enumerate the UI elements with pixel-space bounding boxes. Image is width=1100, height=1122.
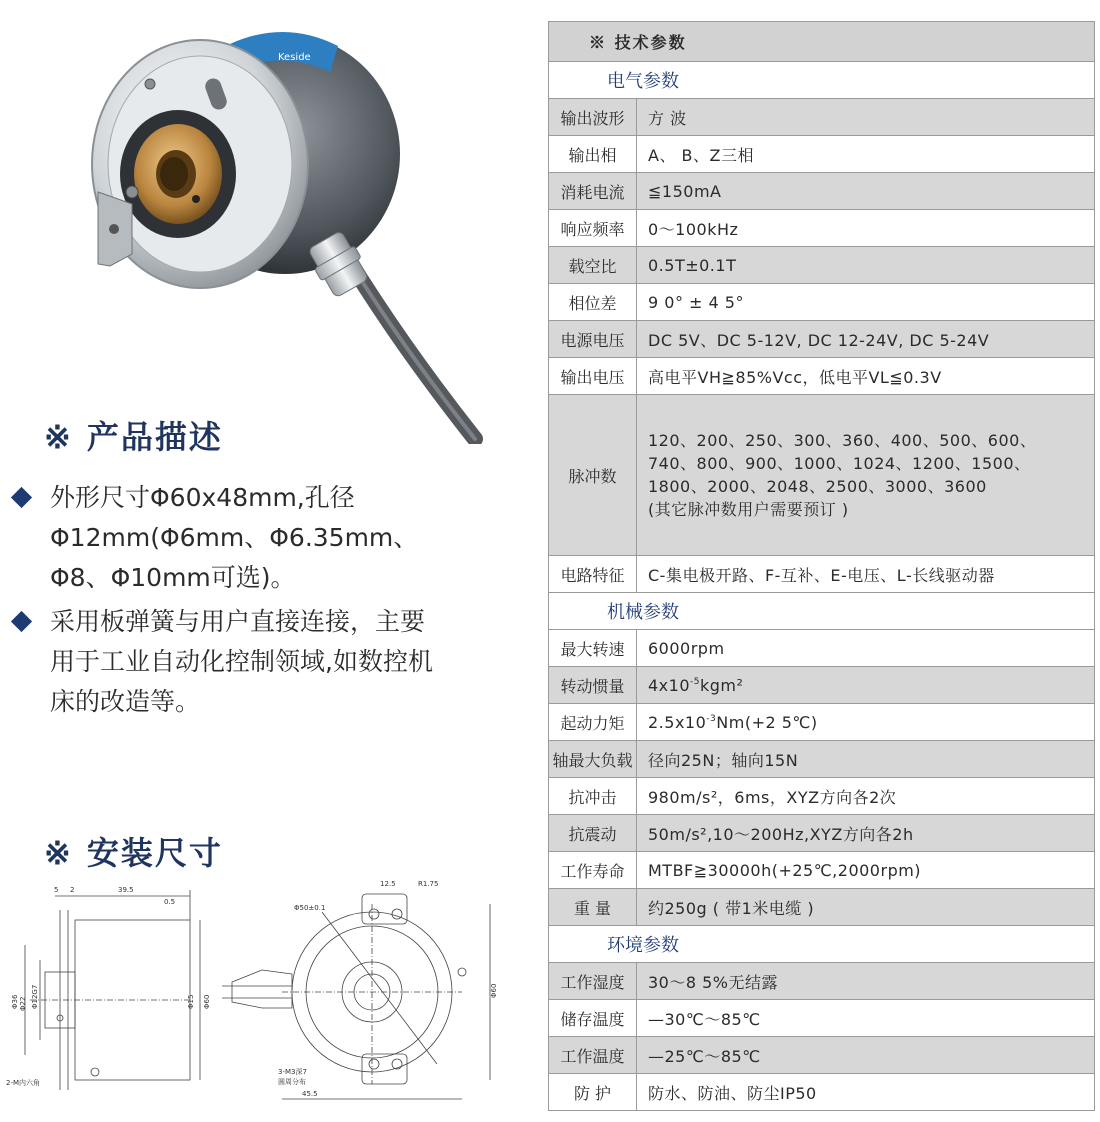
- spec-group-row: [549, 926, 1095, 963]
- spec-group-title: 机械参数: [549, 593, 1095, 630]
- table-row: [549, 173, 1095, 210]
- spec-group-title: 环境参数: [549, 926, 1095, 963]
- table-row: [549, 321, 1095, 358]
- side-view-drawing: [0, 880, 215, 1115]
- spec-value: 6000rpm: [637, 630, 1095, 667]
- table-row: [549, 889, 1095, 926]
- reference-mark-icon: ※: [44, 418, 73, 456]
- dim-label: Φ60: [203, 994, 211, 1009]
- list-item: 采用板弹簧与用户直接连接，主要用于工业自动化控制领域,如数控机床的改造等。: [14, 602, 444, 722]
- label-brand: Keside: [278, 52, 311, 63]
- table-row: [549, 630, 1095, 667]
- table-row: [549, 395, 1095, 556]
- spec-label: 防 护: [549, 1074, 637, 1111]
- spec-value: [637, 395, 1095, 556]
- spec-value: 高电平VH≧85%Vcc，低电平VL≦0.3V: [637, 358, 1095, 395]
- spec-table: [548, 21, 1095, 1111]
- dim-label: Φ36: [11, 994, 19, 1009]
- spec-label: 抗冲击: [549, 778, 637, 815]
- pulse-line: 740、800、900、1000、1024、1200、1500、: [648, 454, 1031, 473]
- table-row: [549, 741, 1095, 778]
- dim-label: 3-M3深7: [278, 1068, 307, 1076]
- spec-value: ≦150mA: [637, 173, 1095, 210]
- spec-value: C-集电极开路、F-互补、E-电压、L-长线驱动器: [637, 556, 1095, 593]
- dim-label: Φ22: [19, 996, 27, 1011]
- spec-label: 工作湿度: [549, 963, 637, 1000]
- table-row: [549, 963, 1095, 1000]
- list-item: 外形尺寸Φ60x48mm,孔径Φ12mm(Φ6mm、Φ6.35mm、Φ8、Φ10mm可选)。: [14, 478, 444, 598]
- spec-label: 工作寿命: [549, 852, 637, 889]
- table-row: [549, 284, 1095, 321]
- table-row: [549, 210, 1095, 247]
- dim-label: 2-M内六角: [6, 1079, 41, 1087]
- diamond-bullet-icon: [11, 487, 32, 508]
- table-row: [549, 1074, 1095, 1111]
- spec-label: 消耗电流: [549, 173, 637, 210]
- spec-value: 0.5T±0.1T: [637, 247, 1095, 284]
- pulse-line: 1800、2000、2048、2500、3000、3600: [648, 477, 987, 496]
- dim-label: 5: [54, 886, 59, 894]
- spec-group-title: 电气参数: [549, 62, 1095, 99]
- front-view-drawing: [222, 874, 512, 1114]
- spec-label: 重 量: [549, 889, 637, 926]
- reference-mark-icon: ※: [589, 33, 615, 52]
- spec-label: 抗震动: [549, 815, 637, 852]
- dim-label: 39.5: [118, 886, 134, 894]
- table-row: [549, 1037, 1095, 1074]
- spec-value: 方 波: [637, 99, 1095, 136]
- installation-dimensions-heading: ※ 安装尺寸: [44, 834, 223, 872]
- spec-title-row: [549, 22, 1095, 62]
- encoder-product-photo: [70, 14, 490, 444]
- spec-group-row: [549, 593, 1095, 630]
- reference-mark-icon: ※: [44, 834, 73, 872]
- table-row: [549, 704, 1095, 741]
- table-row: [549, 815, 1095, 852]
- spec-value: 980m/s²，6ms，XYZ方向各2次: [637, 778, 1095, 815]
- pulse-line: (其它脉冲数用户需要预订 ): [648, 500, 849, 519]
- spec-label: 脉冲数: [549, 395, 637, 556]
- product-description-heading: ※ 产品描述: [44, 418, 223, 456]
- spec-value: 30～8 5%无结露: [637, 963, 1095, 1000]
- spec-label: 储存温度: [549, 1000, 637, 1037]
- dim-label: Φ60: [490, 983, 498, 998]
- spec-label: 转动惯量: [549, 667, 637, 704]
- spec-value: 约250g ( 带1米电缆 ): [637, 889, 1095, 926]
- dim-label: Φ50±0.1: [294, 904, 326, 912]
- spec-value: 9 0° ± 4 5°: [637, 284, 1095, 321]
- spec-label: 载空比: [549, 247, 637, 284]
- spec-value: MTBF≧30000h(+25℃,2000rpm): [637, 852, 1095, 889]
- spec-label: 输出波形: [549, 99, 637, 136]
- spec-value: $2.5x10^{-3}Nm(+2$ 5℃): [637, 704, 1095, 741]
- pulse-line: 120、200、250、300、360、400、500、600、: [648, 431, 1037, 450]
- product-description-list: [14, 478, 444, 726]
- spec-label: 起动力矩: [549, 704, 637, 741]
- spec-value: 50m/s²,10～200Hz,XYZ方向各2h: [637, 815, 1095, 852]
- table-row: [549, 852, 1095, 889]
- spec-label: 输出相: [549, 136, 637, 173]
- table-row: [549, 778, 1095, 815]
- spec-value: $4x10^{-5}kgm^2$: [637, 667, 1095, 704]
- spec-value: —25℃～85℃: [637, 1037, 1095, 1074]
- spec-value: A、 B、Z三相: [637, 136, 1095, 173]
- dim-label: 0.5: [164, 898, 176, 906]
- table-row: [549, 136, 1095, 173]
- spec-value: 径向25N；轴向15N: [637, 741, 1095, 778]
- spec-label: 相位差: [549, 284, 637, 321]
- dim-label: R1.75: [418, 880, 439, 888]
- diamond-bullet-icon: [11, 611, 32, 632]
- spec-label: 响应频率: [549, 210, 637, 247]
- table-row: [549, 358, 1095, 395]
- spec-label: 电路特征: [549, 556, 637, 593]
- spec-label: 轴最大负载: [549, 741, 637, 778]
- table-row: [549, 1000, 1095, 1037]
- spec-group-row: [549, 62, 1095, 99]
- spec-label: 电源电压: [549, 321, 637, 358]
- table-row: [549, 556, 1095, 593]
- spec-title: ※ 技术参数: [549, 22, 1095, 62]
- spec-value: —30℃～85℃: [637, 1000, 1095, 1037]
- spec-label: 工作温度: [549, 1037, 637, 1074]
- table-row: [549, 247, 1095, 284]
- spec-value: 0～100kHz: [637, 210, 1095, 247]
- spec-label: 最大转速: [549, 630, 637, 667]
- dim-label: 圆周分布: [278, 1078, 306, 1086]
- table-row: [549, 99, 1095, 136]
- dim-label: 2: [70, 886, 75, 894]
- dim-label: Φ12G7: [31, 984, 39, 1009]
- dim-label: Φ15: [187, 994, 195, 1009]
- spec-value: DC 5V、DC 5-12V, DC 12-24V, DC 5-24V: [637, 321, 1095, 358]
- dim-label: 12.5: [380, 880, 396, 888]
- table-row: [549, 667, 1095, 704]
- spec-value: 防水、防油、防尘IP50: [637, 1074, 1095, 1111]
- spec-label: 输出电压: [549, 358, 637, 395]
- dim-label: 45.5: [302, 1090, 318, 1098]
